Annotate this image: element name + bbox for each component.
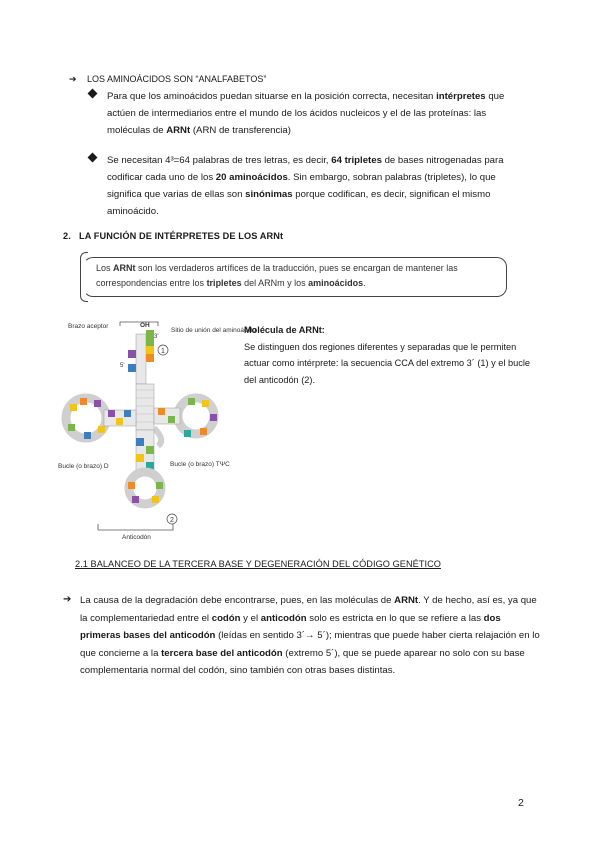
text-run: solo es estricta en lo que se refiere a las [306, 612, 484, 624]
bold-term: tripletes [206, 278, 242, 288]
bold-term: 64 tripletes [331, 155, 382, 166]
label-acceptor: Brazo aceptor [68, 323, 109, 330]
diamond-bullet-icon [88, 89, 98, 99]
text-run: de bases nitrogenadas para codificar cada uno de los [107, 155, 504, 183]
text-run: porque codifican, es decir, significan el mismo aminoácido. [107, 189, 491, 217]
bold-term: 20 aminoácidos [215, 172, 288, 183]
bold-term: aminoácidos [308, 278, 364, 288]
callout-box [83, 257, 507, 297]
base-a-icon [146, 354, 154, 362]
bullet-interpreters [89, 88, 529, 139]
text-run: Se necesitan 4³=64 palabras de tres letras, es decir, [107, 155, 332, 166]
bullet-text [107, 88, 529, 139]
text-run: Para que los aminoácidos puedan situarse en la posición correcta, necesitan [107, 91, 437, 102]
base-c-icon [146, 346, 154, 354]
marker-2: 2 [170, 517, 174, 524]
molecule-title: Molécula de ARNt: [244, 325, 325, 335]
paragraph-text [80, 592, 543, 680]
text-run: (ARN de transferencia) [190, 125, 291, 136]
label-tpc-loop: Bucle (o brazo) TΨC [170, 461, 230, 468]
bullet-text [107, 152, 529, 220]
text-run: del ARNm y los [241, 278, 309, 288]
page-number: 2 [518, 797, 524, 809]
label-binding-line: Sitio de unión del aminoácido [171, 327, 256, 334]
trna-diagram [58, 318, 256, 543]
marker-1: 1 [161, 348, 165, 355]
text-run: La causa de la degradación debe encontrarse, pues, en las moléculas de [80, 595, 395, 606]
trna-figure [58, 318, 256, 543]
text-run: que actúen de intermediarios entre el mundo de los ácidos nucleicos y el de las proteínas: las moléculas de [107, 91, 505, 136]
molecule-description [244, 322, 544, 388]
bold-term: tercera base del anticodón [161, 647, 283, 659]
base-a-icon [146, 330, 154, 338]
section-title [63, 230, 283, 244]
text-run: . [363, 278, 366, 288]
topic-heading [69, 73, 289, 87]
text-run: (extremo 5´), que se puede aparear no solo con su base complementaria normal del codón, sino también con otras bases distintas. [80, 647, 525, 676]
diamond-bullet-icon [88, 153, 98, 163]
label-3prime: 3' [154, 334, 159, 340]
topic-heading-text: LOS AMINOÁCIDOS SON “ANALFABETOS” [87, 74, 267, 84]
section-title-text: LA FUNCIÓN DE INTÉRPRETES DE LOS ARNt [79, 231, 284, 241]
text-run: son los verdaderos artífices de la traducción, pues se encargan de mantener las correspondencias entre los [96, 263, 458, 288]
base-g-icon [128, 364, 136, 372]
label-oh: OH [140, 322, 150, 329]
bold-term: anticodón [260, 612, 307, 624]
subsection-title: 2.1 BALANCEO DE LA TERCERA BASE Y DEGENERACIÓN DEL CÓDIGO GENÉTICO [75, 559, 441, 569]
text-run: Los [96, 263, 114, 273]
base-p-icon [128, 350, 136, 358]
bold-term: ARNt [166, 125, 191, 136]
text-run: . Y de hecho, así es, ya que la complementariedad entre el [80, 595, 537, 624]
section-number: 2. [63, 231, 71, 241]
label-5prime: 5' [120, 363, 125, 369]
bullet-triplets [89, 152, 529, 220]
molecule-text: Se distinguen dos regiones diferentes y separadas que le permiten actuar como intérprete: la secuencia CCA del extremo 3´ (1) y el bucle del anticodón (2). [244, 341, 530, 385]
bold-term: intérpretes [436, 91, 486, 102]
arrow-icon: ➔ [63, 594, 72, 605]
label-d-loop: Bucle (o brazo) D [58, 463, 109, 470]
degeneration-paragraph [63, 592, 543, 680]
text-run: . Sin embargo, sobran palabras (tripletes), lo que significa que varias de ellas son [107, 172, 496, 200]
text-run: y el [240, 612, 261, 624]
label-anticodon: Anticodón [122, 534, 151, 541]
base-c-icon [146, 338, 154, 346]
bold-term: sinónimas [245, 189, 293, 200]
bold-term: codón [211, 612, 241, 624]
arrow-icon: ➔ [69, 74, 77, 84]
text-run: (leídas en sentido 3´→ 5´); mientras que puede haber cierta relajación en lo que concierne a la [80, 630, 540, 659]
bold-term: dos primeras bases del anticodón [80, 612, 501, 641]
bold-term: ARNt [394, 595, 419, 606]
bold-term: ARNt [113, 263, 136, 273]
